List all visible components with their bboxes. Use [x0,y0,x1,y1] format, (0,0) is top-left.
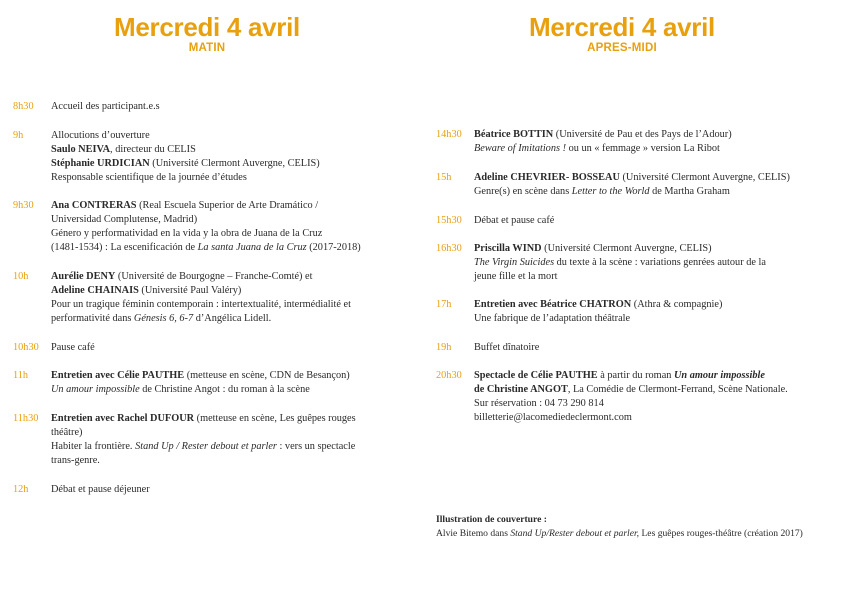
text-line [474,242,826,256]
entry-time: 19h [436,342,452,353]
entry-body [474,298,826,326]
speaker-name: de Christine ANGOT [474,384,568,395]
entry-time: 20h30 [436,370,462,381]
entry-body [474,341,826,355]
morning-day-title: Mercredi 4 avril [114,12,300,42]
text-segment: Allocutions d’ouverture [51,130,150,141]
text-line [51,426,403,440]
text-line [436,527,841,541]
text-segment: , La Comédie de Clermont-Ferrand, Scène Nationale. [567,384,788,395]
entry-body [51,199,403,255]
text-segment: ou un « femmage » version La Ribot [566,143,720,154]
speaker-name: Aurélie DENY [51,271,116,282]
entry-time: 11h30 [13,413,39,424]
entry-time: 8h30 [13,101,34,112]
text-line [51,284,403,298]
text-segment: Pause café [51,342,95,353]
text-segment: Genre(s) en scène dans [474,186,572,197]
entry-body [51,341,403,355]
text-line [51,143,403,157]
work-title: Beware of Imitations ! [474,143,566,154]
speaker-name: Un amour impossible [673,370,765,381]
text-segment: Débat et pause déjeuner [51,484,150,495]
text-segment: du texte à la scène : variations genrées autour de la [554,257,766,268]
entry-time: 9h [13,130,24,141]
text-segment[interactable]: billetterie@lacomediedeclermont.com [474,412,632,423]
cover-illustration-credit [436,513,841,541]
text-line [51,199,403,213]
text-segment: (Athra & compagnie) [631,299,723,310]
entry-body [474,214,826,228]
entry-body [51,100,403,114]
text-segment: Débat et pause café [474,215,555,226]
text-line [51,171,403,185]
text-line [474,270,826,284]
text-line [474,214,826,228]
text-line [474,256,826,270]
entry-time: 9h30 [13,200,34,211]
text-segment: de Christine Angot : du roman à la scène [139,384,310,395]
text-segment: (2017-2018) [306,242,361,253]
text-line [474,397,826,411]
text-line [51,270,403,284]
entry-body [51,270,403,326]
text-line [51,157,403,171]
entry-time: 15h [436,172,452,183]
text-segment: Pour un tragique féminin contemporain : intertextualité, intermédialité et [51,299,351,310]
text-line [51,383,403,397]
speaker-name: Saulo NEIVA [51,144,111,155]
text-line [51,440,403,454]
work-title: Génesis 6, 6-7 [133,313,194,324]
afternoon-period-label: APRES-MIDI [587,42,657,54]
text-segment: d’Angélica Lidell. [193,313,272,324]
text-line [474,411,826,425]
work-title: Letter to the World [571,186,650,197]
morning-period-label: MATIN [188,42,226,54]
text-segment: (Université de Pau et des Pays de l’Adour) [553,129,732,140]
text-line [474,369,826,383]
text-segment: (Université Clermont Auvergne, CELIS) [149,158,320,169]
text-line [51,412,403,426]
entry-body [474,128,826,156]
entry-time: 10h30 [13,342,39,353]
text-line [474,298,826,312]
text-segment: (Université de Bourgogne – Franche-Comté) et [115,271,313,282]
text-line [474,171,826,185]
afternoon-day-title: Mercredi 4 avril [529,12,715,42]
work-title: Un amour impossible [51,384,140,395]
text-segment: Une fabrique de l’adaptation théâtrale [474,313,631,324]
speaker-name: Ana CONTRERAS [51,200,137,211]
text-line [51,241,403,255]
text-line [51,454,403,468]
text-segment: théâtre) [51,427,83,438]
speaker-name: Entretien avec Rachel DUFOUR [51,413,195,424]
text-segment: Accueil des participant.e.s [51,101,160,112]
entry-time: 10h [13,271,29,282]
text-segment: Alvie Bitemo dans [436,528,511,539]
text-line [51,483,403,497]
text-line [51,369,403,383]
text-segment: à partir du roman [597,370,674,381]
text-line [51,227,403,241]
text-segment: (1481-1534) : La escenificación de [51,242,198,253]
entry-body [51,483,403,497]
text-segment: Habiter la frontière. [51,441,136,452]
text-segment: , directeur du CELIS [110,144,196,155]
work-title: The Virgin Suicides [474,257,555,268]
entry-time: 14h30 [436,129,462,140]
text-segment: Responsable scientifique de la journée d’études [51,172,247,183]
entry-time: 15h30 [436,215,462,226]
illustration-caption [436,527,841,541]
work-title: La santa Juana de la Cruz [197,242,307,253]
text-segment: (metteuse en scène, Les guêpes rouges [194,413,356,424]
entry-time: 11h [13,370,29,381]
work-title: Stand Up/Rester debout et parler, [510,528,640,539]
text-segment: (metteuse en scène, CDN de Besançon) [184,370,350,381]
text-segment: Género y performatividad en la vida y la obra de Juana de la Cruz [51,228,323,239]
text-line [51,341,403,355]
entry-body [474,171,826,199]
text-segment: Buffet dînatoire [474,342,540,353]
entry-body [474,242,826,284]
entry-body [51,412,403,468]
text-line [474,128,826,142]
entry-time: 17h [436,299,452,310]
speaker-name: Entretien avec Célie PAUTHE [51,370,185,381]
text-segment: Universidad Complutense, Madrid) [51,214,198,225]
speaker-name: Spectacle de Célie PAUTHE [474,370,598,381]
text-line [51,312,403,326]
text-line [51,298,403,312]
text-line [51,129,403,143]
entry-body [51,129,403,185]
text-line [51,213,403,227]
speaker-name: Adeline CHAINAIS [51,285,139,296]
speaker-name: Adeline CHEVRIER- BOSSEAU [474,172,620,183]
illustration-label: Illustration de couverture : [436,514,547,525]
speaker-name: Entretien avec Béatrice CHATRON [474,299,632,310]
text-line [474,312,826,326]
speaker-name: Priscilla WIND [474,243,542,254]
text-line [474,383,826,397]
text-line [474,341,826,355]
text-segment: Les guêpes rouges-théâtre (création 2017) [639,528,803,539]
entry-body [51,369,403,397]
text-segment: (Real Escuela Superior de Arte Dramático / [136,200,319,211]
text-segment: trans-genre. [51,455,100,466]
text-segment: de Martha Graham [649,186,730,197]
text-segment: Sur réservation : 04 73 290 814 [474,398,604,409]
speaker-name: Béatrice BOTTIN [474,129,554,140]
text-line [51,100,403,114]
work-title: Stand Up / Rester debout et parler [135,441,277,452]
text-line [474,185,826,199]
entry-time: 12h [13,484,29,495]
entry-time: 16h30 [436,243,462,254]
speaker-name: Stéphanie URDICIAN [51,158,150,169]
text-segment: (Université Paul Valéry) [138,285,242,296]
text-segment: jeune fille et la mort [474,271,558,282]
text-line [474,142,826,156]
text-segment: (Université Clermont Auvergne, CELIS) [619,172,790,183]
entry-body [474,369,826,425]
text-segment: (Université Clermont Auvergne, CELIS) [541,243,712,254]
text-segment: performativité dans [51,313,134,324]
text-segment: : vers un spectacle [276,441,356,452]
